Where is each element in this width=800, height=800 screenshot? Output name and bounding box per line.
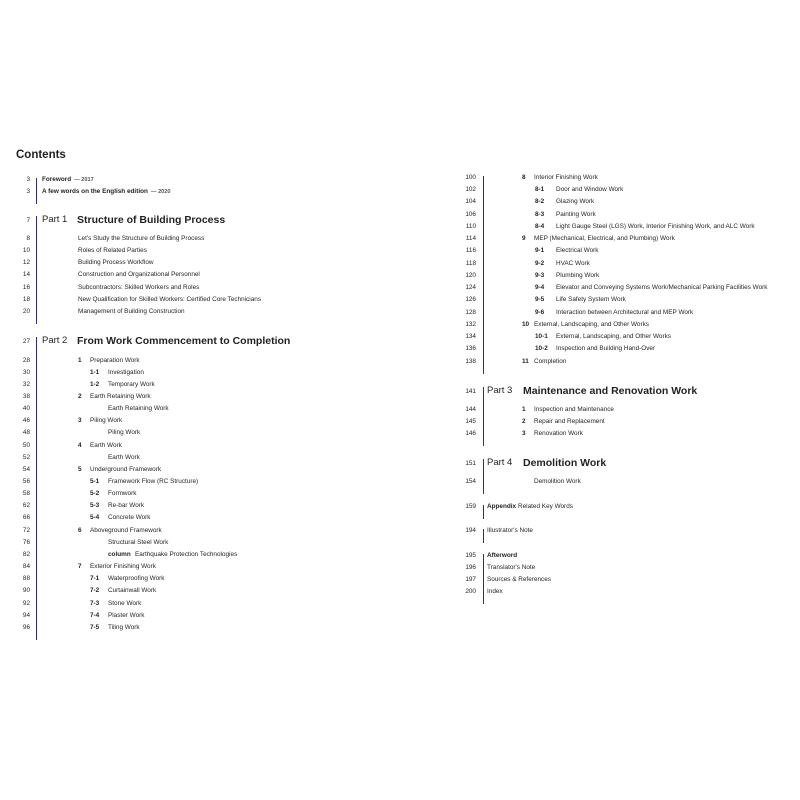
page-number: 12	[22, 259, 30, 266]
subsection-title: Piling Work	[108, 429, 141, 436]
toc-entry	[0, 258, 800, 270]
toc-entry	[0, 562, 800, 574]
page-number: 88	[22, 575, 30, 582]
page-number: 66	[22, 514, 30, 521]
page-number: 58	[22, 490, 30, 497]
part-title: From Work Commencement to Completion	[77, 335, 291, 347]
chapter-title: External, Landscaping, and Other Works	[534, 321, 649, 328]
chapter-title: Piling Work	[90, 417, 123, 424]
chapter-title: Underground Framework	[90, 466, 162, 473]
back-matter-title: Index	[487, 588, 503, 595]
subsection-title: Temporary Work	[108, 381, 155, 388]
chapter-title: Completion	[534, 358, 567, 365]
toc-entry	[0, 586, 800, 598]
subsection-number: 9-1	[535, 247, 545, 254]
toc-entry	[0, 245, 800, 257]
page-number: 10	[22, 247, 30, 254]
subsection-number: 1-2	[90, 381, 100, 388]
subsection-title: Framework Flow (RC Structure)	[108, 478, 199, 485]
subsection-title: Re-bar Work	[108, 502, 145, 509]
chapter-title: Earth Retaining Work	[90, 393, 151, 400]
page-number: 54	[22, 466, 30, 473]
subsection-title: Elevator and Conveying Systems Work/Mechanical Parking Facilities Work	[556, 284, 768, 291]
back-matter-heading: Afterword	[487, 552, 518, 559]
subsection-number: 10-2	[535, 345, 548, 352]
page-number: 30	[22, 369, 30, 376]
page-number: 194	[465, 527, 476, 534]
page-number: 145	[465, 418, 476, 425]
page-number: 62	[22, 502, 30, 509]
page-number: 3	[26, 176, 30, 183]
part-label: Part 3	[487, 385, 513, 396]
chapter-number: 1	[78, 357, 82, 364]
page-number: 40	[22, 405, 30, 412]
chapter-number: 7	[78, 563, 82, 570]
page-number: 195	[465, 552, 476, 559]
chapter-number: 1	[522, 406, 526, 413]
page-number: 104	[465, 198, 476, 205]
toc-entry	[0, 440, 800, 452]
toc-entry	[0, 428, 800, 440]
page-number: 138	[465, 358, 476, 365]
section-title: Management of Building Construction	[78, 308, 185, 315]
page-number: 134	[465, 333, 476, 340]
subsection-title: Curtainwall Work	[108, 587, 157, 594]
chapter-title: Repair and Replacement	[534, 418, 605, 425]
part-label: Part 1	[42, 214, 68, 225]
subsection-number: 8-2	[535, 198, 545, 205]
subsection-number: 9-6	[535, 309, 545, 316]
toc-entry	[0, 282, 800, 294]
subsection-title: Structural Steel Work	[108, 539, 169, 546]
subsection-title: Formwork	[108, 490, 137, 497]
toc-entry	[0, 525, 800, 537]
subsection-number: 7-1	[90, 575, 100, 582]
subsection-title: Interaction between Architectural and MEP Work	[556, 309, 694, 316]
subsection-number: 9-3	[535, 272, 545, 279]
chapter-number: 5	[78, 466, 82, 473]
page-number: 197	[465, 576, 476, 583]
subsection-title: Light Gauge Steel (LGS) Work, Interior Finishing Work, and ALC Work	[556, 223, 755, 230]
subsection-number: 7-3	[90, 600, 100, 607]
page-number: 100	[465, 174, 476, 181]
column-title: Earthquake Protection Technologies	[135, 551, 238, 558]
subsection-number: 8-1	[535, 186, 545, 193]
chapter-title: MEP (Mechanical, Electrical, and Plumbing) Work	[534, 235, 675, 242]
page-number: 151	[465, 460, 476, 467]
chapter-number: 10	[522, 321, 530, 328]
page-number: 92	[22, 600, 30, 607]
part-title: Maintenance and Renovation Work	[523, 385, 698, 397]
appendix-label: Appendix	[487, 503, 517, 510]
column-label: column	[108, 551, 131, 558]
page-number: 120	[465, 272, 476, 279]
page-number: 118	[465, 260, 476, 267]
page-number: 82	[22, 551, 30, 558]
part-title: Demolition Work	[523, 457, 607, 469]
subsection-title: Plaster Work	[108, 612, 145, 619]
subsection-number: 5-4	[90, 514, 100, 521]
page-number: 72	[22, 527, 30, 534]
chapter-title: Preparation Work	[90, 357, 140, 364]
subsection-number: 7-4	[90, 612, 100, 619]
subsection-title: Glazing Work	[556, 198, 595, 205]
subsection-number: 7-2	[90, 587, 100, 594]
part-title: Structure of Building Process	[77, 214, 226, 226]
chapter-number: 4	[78, 442, 82, 449]
front-matter-title: A few words on the English edition — 2020	[42, 188, 171, 195]
part-heading	[0, 455, 800, 471]
page-number: 114	[465, 235, 476, 242]
subsection-title: Plumbing Work	[556, 272, 600, 279]
chapter-title: Demolition Work	[534, 478, 581, 485]
page-number: 46	[22, 417, 30, 424]
toc-entry	[0, 404, 800, 416]
page-number: 144	[465, 406, 476, 413]
chapter-number: 3	[522, 430, 526, 437]
page-number: 52	[22, 454, 30, 461]
toc-entry	[0, 172, 800, 184]
page-number: 32	[22, 381, 30, 388]
subsection-title: Door and Window Work	[556, 186, 624, 193]
toc-entry	[0, 294, 800, 306]
chapter-title: Aboveground Framework	[90, 527, 162, 534]
toc-entry	[0, 537, 800, 549]
section-title: Let's Study the Structure of Building Process	[78, 235, 205, 242]
page-number: 3	[26, 188, 30, 195]
page-number: 56	[22, 478, 30, 485]
chapter-title: Renovation Work	[534, 430, 583, 437]
subsection-number: 5-3	[90, 502, 100, 509]
subsection-number: 9-5	[535, 296, 545, 303]
part-heading	[0, 383, 800, 399]
page-number: 106	[465, 211, 476, 218]
page-number: 84	[22, 563, 30, 570]
page-number: 8	[26, 235, 30, 242]
page-number: 110	[465, 223, 476, 230]
toc-entry	[0, 622, 800, 634]
page-number: 154	[465, 478, 476, 485]
edition-year: — 2017	[74, 177, 94, 183]
subsection-title: Life Safety System Work	[556, 296, 626, 303]
chapter-title: Interior Finishing Work	[534, 174, 598, 181]
subsection-number: 9-2	[535, 260, 545, 267]
subsection-title: Concrete Work	[108, 514, 151, 521]
toc-entry	[0, 307, 800, 319]
toc-entry	[0, 331, 800, 343]
back-matter-title: Illustrator's Note	[487, 527, 533, 534]
page-number: 14	[22, 271, 30, 278]
toc-entry	[0, 196, 800, 208]
toc-entry	[0, 501, 800, 513]
subsection-number: 8-3	[535, 211, 545, 218]
page-number: 102	[465, 186, 476, 193]
subsection-title: External, Landscaping, and Other Works	[556, 333, 671, 340]
subsection-title: Earth Retaining Work	[108, 405, 169, 412]
page-number: 124	[465, 284, 476, 291]
section-title: Building Process Workflow	[78, 259, 154, 266]
back-matter-title: Sources & References	[487, 576, 551, 583]
page-number: 126	[465, 296, 476, 303]
section-title: New Qualification for Skilled Workers: Certified Core Technicians	[78, 296, 262, 303]
toc-entry	[0, 574, 800, 586]
subsection-title: Electrical Work	[556, 247, 599, 254]
page-number: 96	[22, 624, 30, 631]
chapter-title: Inspection and Maintenance	[534, 406, 614, 413]
part-label: Part 4	[487, 457, 513, 468]
subsection-title: Tiling Work	[108, 624, 140, 631]
chapter-title: Exterior Finishing Work	[90, 563, 156, 570]
subsection-number: 5-2	[90, 490, 100, 497]
toc-entry	[0, 512, 800, 524]
part-label: Part 2	[42, 335, 68, 346]
toc-entry	[0, 550, 800, 562]
page-number: 48	[22, 429, 30, 436]
page-number: 90	[22, 587, 30, 594]
toc-entry	[0, 209, 800, 221]
page-number: 27	[22, 338, 30, 345]
page-number: 196	[465, 564, 476, 571]
subsection-title: Earth Work	[108, 454, 140, 461]
page-number: 128	[465, 309, 476, 316]
chapter-number: 2	[522, 418, 526, 425]
edition-year: — 2020	[150, 189, 171, 195]
subsection-number: 5-1	[90, 478, 100, 485]
page-number: 141	[465, 388, 476, 395]
subsection-title: HVAC Work	[556, 260, 590, 267]
page-number: 76	[22, 539, 30, 546]
toc-entry	[0, 598, 800, 610]
page-number: 116	[465, 247, 476, 254]
page-number: 20	[22, 308, 30, 315]
toc-entry	[0, 356, 800, 368]
chapter-number: 2	[78, 393, 82, 400]
subsection-number: 9-4	[535, 284, 545, 291]
toc-entry	[0, 343, 800, 355]
toc-entry	[0, 476, 800, 488]
subsection-number: 1-1	[90, 369, 100, 376]
page-number: 16	[22, 284, 30, 291]
page-number: 200	[465, 588, 476, 595]
subsection-title: Waterproofing Work	[108, 575, 165, 582]
subsection-title: Painting Work	[556, 211, 596, 218]
page-number: 146	[465, 430, 476, 437]
toc-entry	[0, 270, 800, 282]
subsection-number: 8-4	[535, 223, 545, 230]
section-title: Roles of Related Parties	[78, 247, 147, 254]
page-number: 50	[22, 442, 30, 449]
chapter-title: Earth Work	[90, 442, 122, 449]
toc-entry	[0, 488, 800, 500]
toc-entry	[0, 221, 800, 233]
toc-entry	[0, 610, 800, 622]
page-number: 94	[22, 612, 30, 619]
subsection-number: 7-5	[90, 624, 100, 631]
front-matter-title: Foreword — 2017	[42, 176, 94, 183]
toc-entry	[0, 367, 800, 379]
toc-entry	[0, 416, 800, 428]
page-number: 18	[22, 296, 30, 303]
page-title: Contents	[16, 149, 66, 161]
page-number: 28	[22, 357, 30, 364]
back-matter-title: Translator's Note	[487, 564, 536, 571]
page-number: 7	[26, 217, 30, 224]
toc-entry	[0, 184, 800, 196]
subsection-title: Stone Work	[108, 600, 142, 607]
page-number: 132	[465, 321, 476, 328]
subsection-title: Inspection and Building Hand-Over	[556, 345, 656, 352]
section-title: Subcontractors: Skilled Workers and Roles	[78, 284, 200, 291]
page-number: 159	[465, 503, 476, 510]
chapter-number: 11	[522, 358, 529, 365]
toc-entry	[0, 233, 800, 245]
page-number: 136	[465, 345, 476, 352]
toc-entry	[0, 319, 800, 331]
chapter-number: 9	[522, 235, 526, 242]
subsection-title: Investigation	[108, 369, 144, 376]
chapter-number: 6	[78, 527, 82, 534]
subsection-number: 10-1	[535, 333, 548, 340]
chapter-number: 3	[78, 417, 82, 424]
page-number: 38	[22, 393, 30, 400]
chapter-number: 8	[522, 174, 526, 181]
appendix-title: Related Key Words	[518, 503, 573, 510]
section-title: Construction and Organizational Personnel	[78, 271, 200, 278]
